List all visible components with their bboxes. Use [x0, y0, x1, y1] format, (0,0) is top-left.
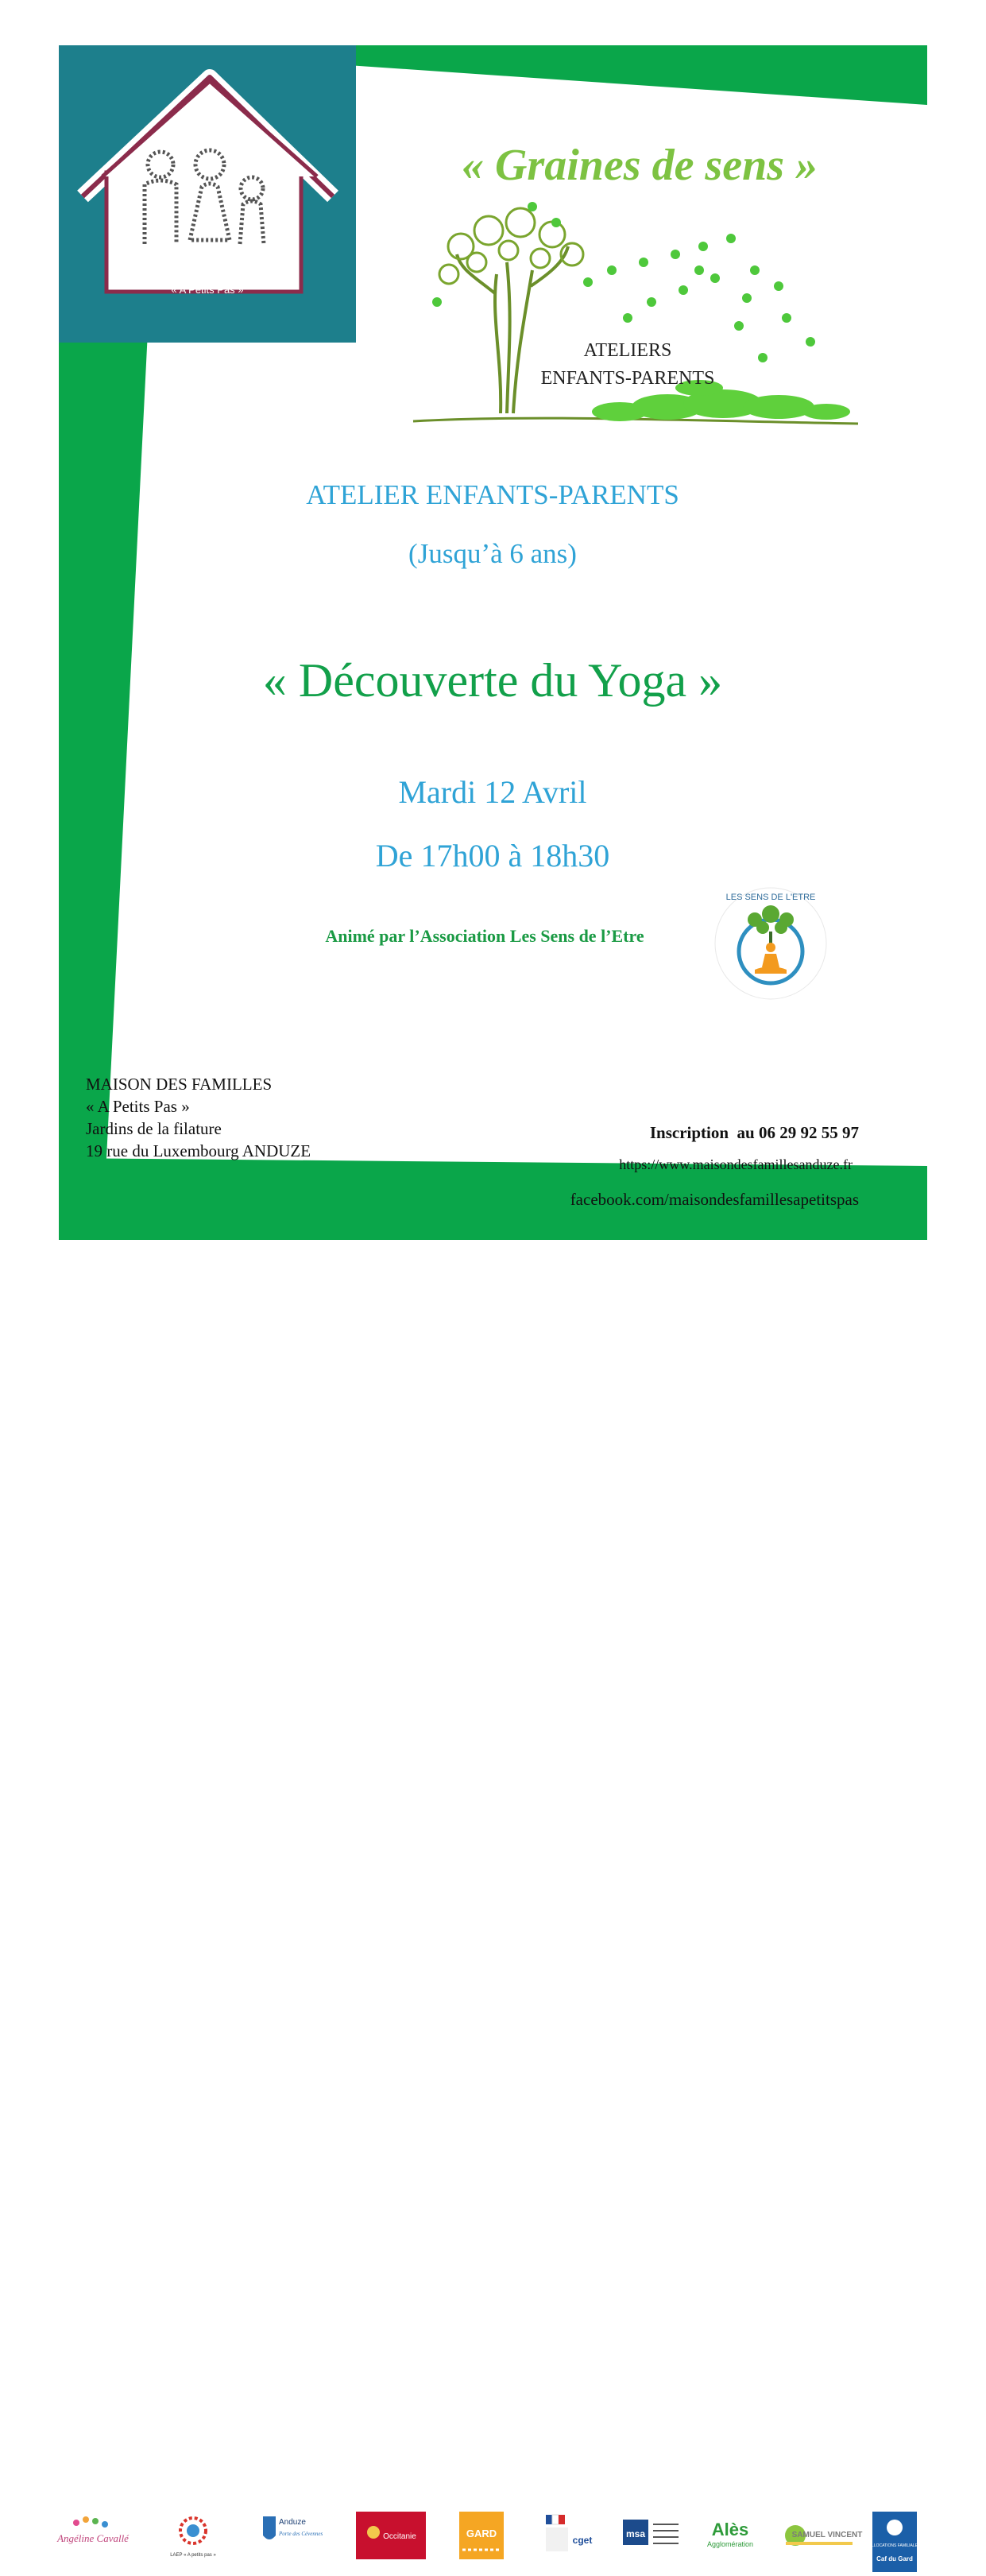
event-animator: Animé par l’Association Les Sens de l’Etre	[325, 926, 644, 946]
marianne-icon	[543, 2512, 598, 2559]
sponsor-ales	[699, 2512, 761, 2559]
facebook-link[interactable]: facebook.com/maisondesfamillesapetitspas	[570, 1190, 859, 1209]
occitanie-cross-icon	[356, 2512, 426, 2559]
event-type: ATELIER ENFANTS-PARENTS	[306, 479, 679, 510]
samuel-vincent-icon	[783, 2512, 863, 2559]
sponsor-gard	[459, 2512, 504, 2559]
svg-text:LAEP « A petits pas »: LAEP « A petits pas »	[170, 2553, 216, 2558]
svg-text:GARD: GARD	[466, 2528, 497, 2539]
msa-icon	[621, 2512, 681, 2559]
house-icon	[59, 45, 356, 343]
caf-icon	[868, 2512, 921, 2572]
svg-text:cget: cget	[572, 2535, 593, 2546]
sponsor-occitanie	[356, 2512, 426, 2559]
inscription-phone: Inscription au 06 29 92 55 97	[649, 1123, 859, 1142]
address-line2: « A Petits Pas »	[86, 1097, 190, 1116]
illustration-caption-line2: ENFANTS-PARENTS	[540, 368, 715, 389]
sponsor-anduze	[258, 2512, 323, 2559]
sponsor-laep	[165, 2512, 221, 2559]
event-title: « Découverte du Yoga »	[262, 654, 723, 707]
shield-icon	[258, 2512, 323, 2559]
gard-icon	[459, 2512, 504, 2559]
svg-text:msa: msa	[625, 2528, 646, 2539]
svg-text:ALLOCATIONS FAMILIALES: ALLOCATIONS FAMILIALES	[868, 2543, 921, 2548]
svg-text:Alès: Alès	[711, 2520, 749, 2539]
logo-name-line1: MAISON DES FAMILLES	[129, 262, 286, 277]
svg-text:Caf du Gard: Caf du Gard	[876, 2555, 913, 2562]
association-logo	[711, 884, 830, 1003]
event-date: Mardi 12 Avril	[398, 774, 587, 810]
sponsor-angeline-cavalle	[57, 2512, 129, 2559]
logo-name-line2: « A Petits Pas »	[171, 284, 244, 296]
sponsor-samuel-vincent	[783, 2512, 863, 2559]
sponsor-cget	[543, 2512, 598, 2559]
maison-des-familles-logo	[59, 45, 356, 343]
sponsor-logos	[0, 1248, 986, 2562]
address-line4: 19 rue du Luxembourg ANDUZE	[86, 1141, 311, 1160]
ales-icon	[699, 2512, 761, 2559]
workshop-series-title: « Graines de sens »	[461, 141, 818, 190]
svg-text:Agglomération: Agglomération	[706, 2540, 754, 2548]
sponsor-msa	[621, 2512, 681, 2559]
address-line3: Jardins de la filature	[86, 1119, 222, 1138]
event-time: De 17h00 à 18h30	[375, 838, 610, 874]
association-ring-text: LES SENS DE L'ETRE	[725, 893, 816, 902]
children-circle-icon	[165, 2512, 221, 2559]
tree-illustration	[413, 199, 858, 445]
svg-text:Porte des Cévennes: Porte des Cévennes	[279, 2531, 323, 2537]
address-block	[86, 1073, 311, 1162]
address-line1: MAISON DES FAMILLES	[86, 1075, 273, 1094]
website-link[interactable]: https://www.maisondesfamillesanduze.fr	[619, 1156, 853, 1172]
event-age: (Jusqu’à 6 ans)	[408, 538, 577, 569]
sponsor-caf	[868, 2512, 921, 2572]
svg-text:SAMUEL VINCENT: SAMUEL VINCENT	[791, 2531, 863, 2539]
svg-text:Occitanie: Occitanie	[383, 2532, 416, 2541]
illustration-caption-line1: ATELIERS	[583, 340, 672, 361]
svg-text:Anduze: Anduze	[279, 2518, 306, 2527]
svg-text:Angéline Cavallé: Angéline Cavallé	[57, 2532, 129, 2544]
people-icon	[57, 2512, 129, 2559]
